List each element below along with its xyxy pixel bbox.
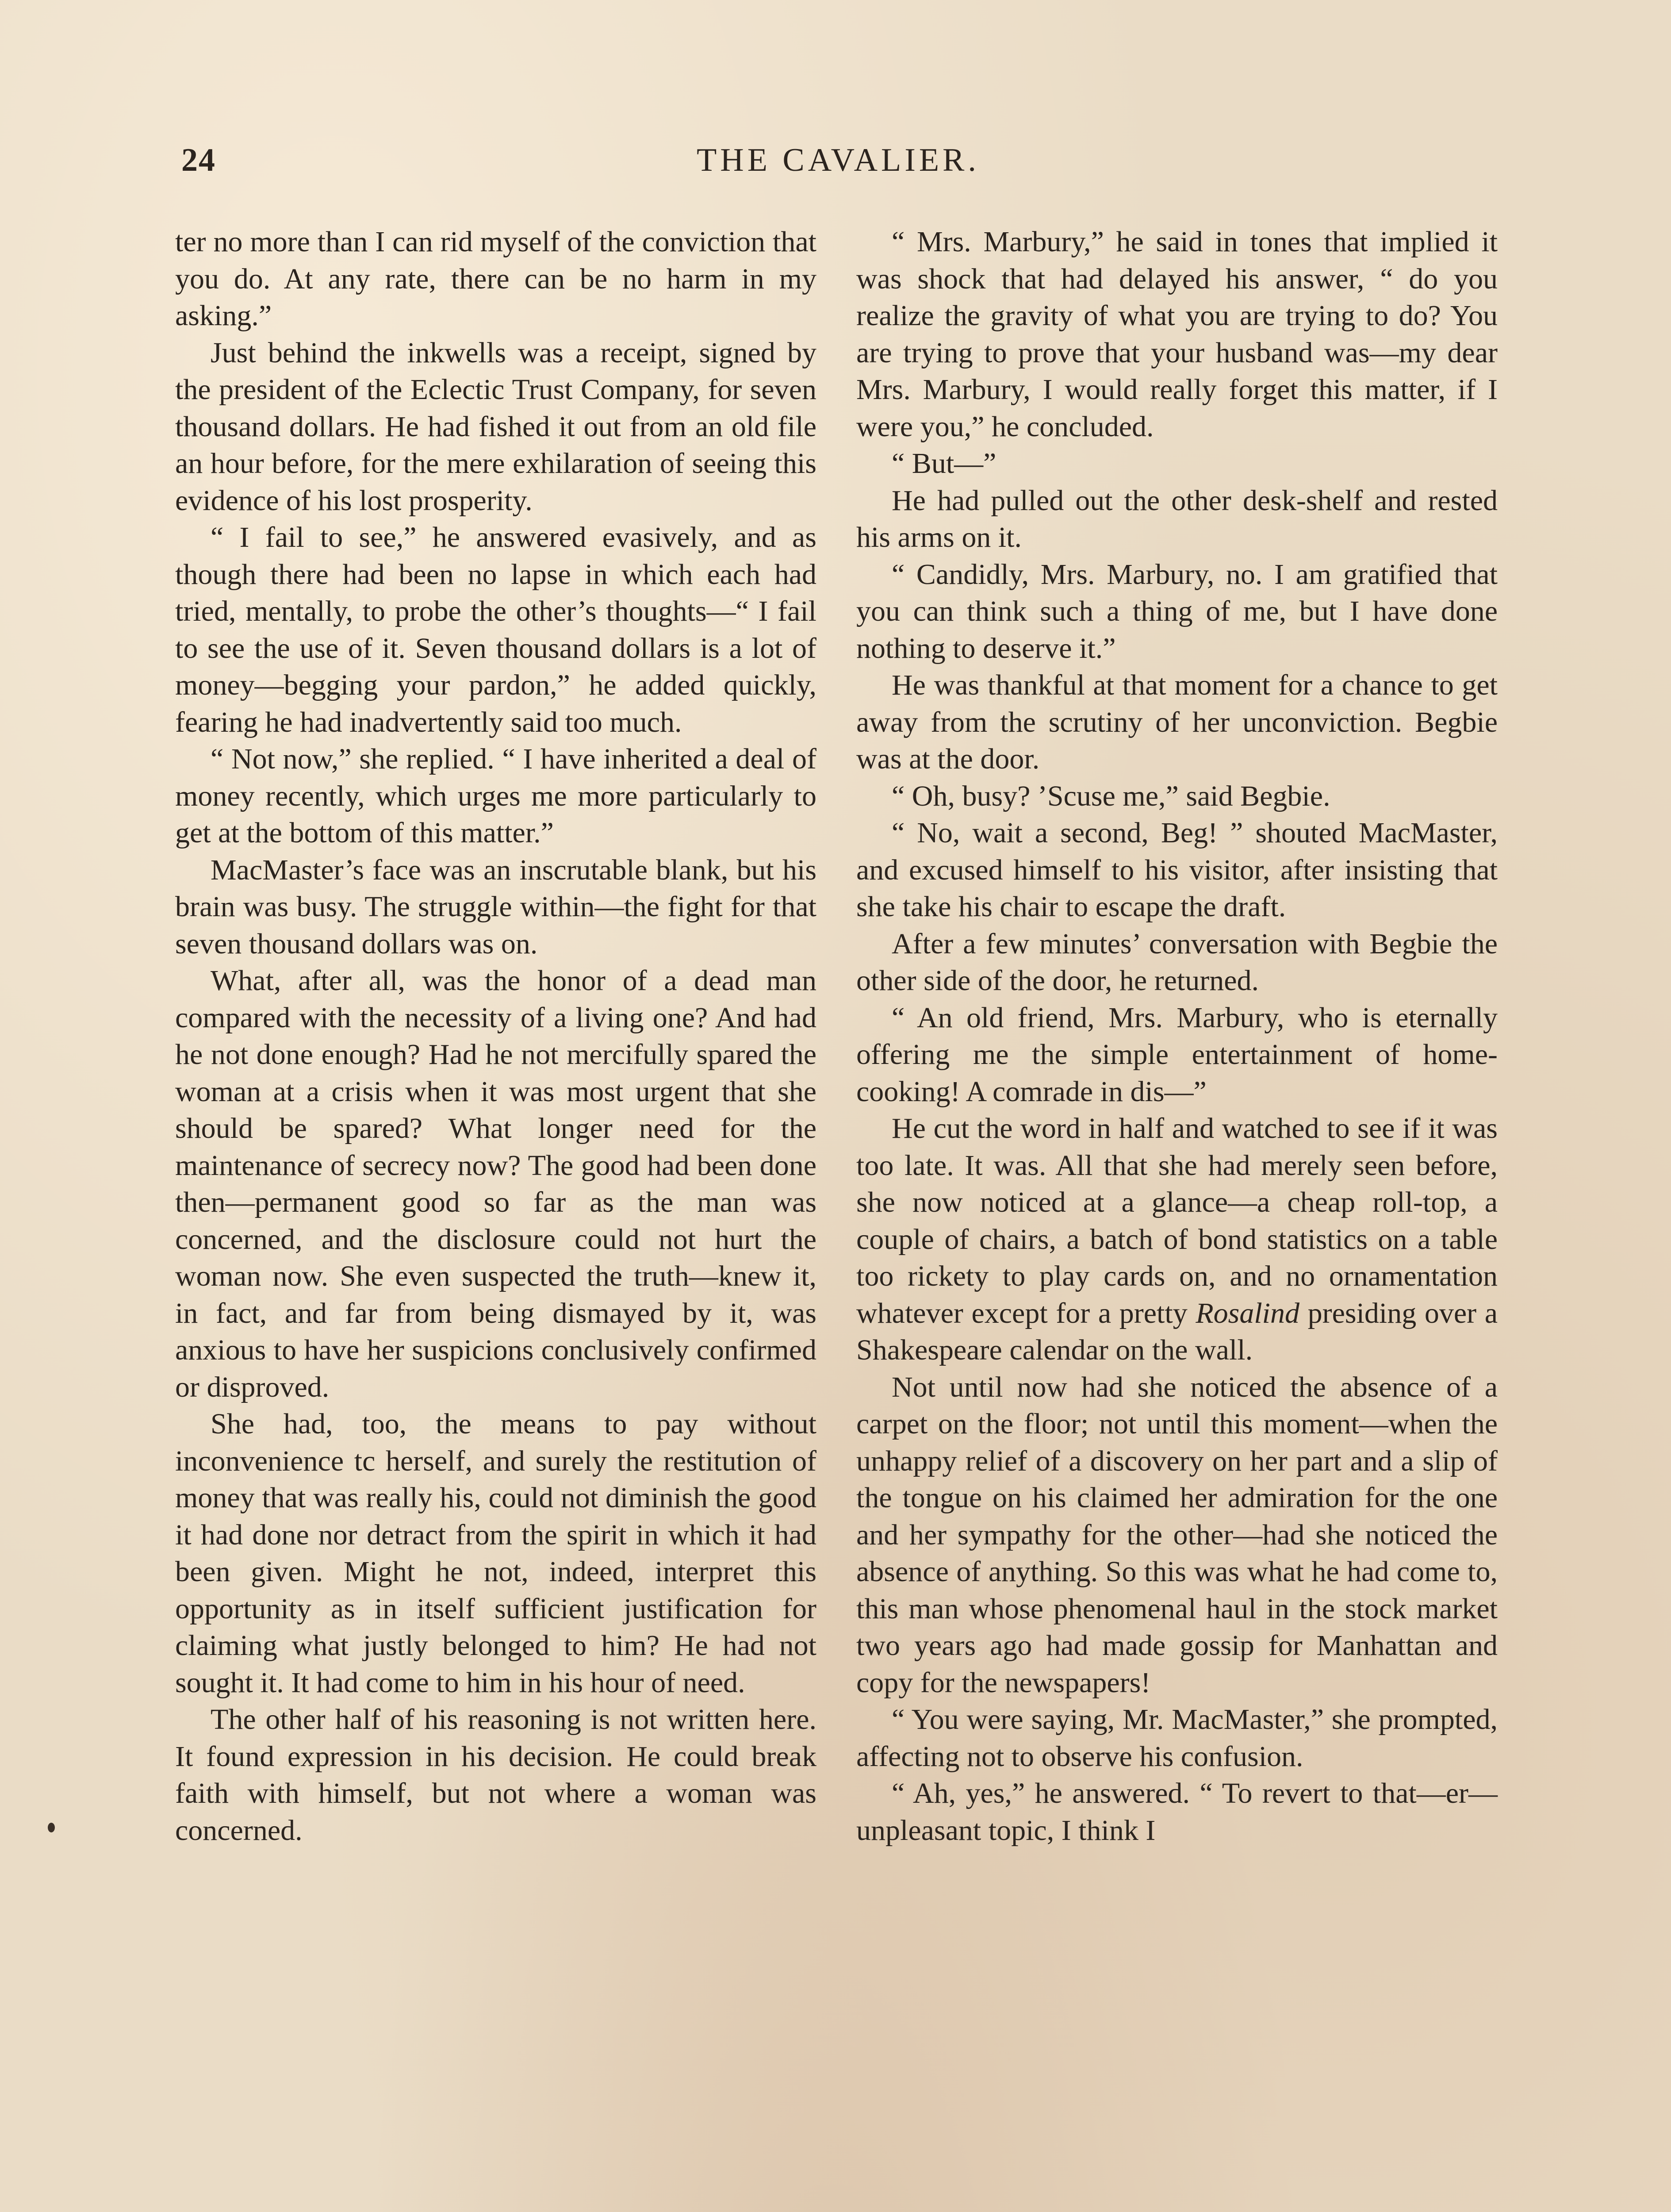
paragraph: “ Ah, yes,” he answered. “ To revert to that—er—unpleasant topic, I think I bbox=[856, 1777, 1498, 1847]
paragraph: “ I fail to see,” he answered evasively, and as though there had been no lapse in which each had tried, mentally, to probe the other’s thoughts—“ I fail to see the use of it. Seven thousand dollars is a lot of money—begging your pardon,” he added quickly, fearing he had inadvertently said too much. bbox=[175, 521, 816, 738]
paragraph: “ Not now,” she replied. “ I have inherited a deal of money recently, which urges me more particularly to get at the bottom of this matter.” bbox=[175, 743, 816, 849]
paragraph: “ Mrs. Marbury,” he said in tones that implied it was shock that had delayed his answer, “ do you realize the gravity of what you are trying to do? You are trying to prove that your husband was—my dear Mrs. Marbury, I would really forget this matter, if I were you,” he concluded. bbox=[856, 226, 1498, 443]
paragraph: He had pulled out the other desk-shelf and rested his arms on it. bbox=[856, 484, 1498, 553]
paragraph: She had, too, the means to pay without inconvenience tc herself, and surely the restitution of money that was really his, could not diminish the good it had done nor detract from the spirit in which it had been given. Might he not, indeed, interpret this opportunity as in itself sufficient justification for claiming what justly belonged to him? He had not sought it. It had come to him in his hour of need. bbox=[175, 1408, 816, 1699]
paragraph: “ An old friend, Mrs. Marbury, who is eternally offering me the simple entertainment of home-cooking! A comrade in dis—” bbox=[856, 1001, 1498, 1108]
ink-speck bbox=[48, 1823, 55, 1832]
paragraph: “ But—” bbox=[892, 447, 996, 480]
italic-title: Rosalind bbox=[1196, 1297, 1299, 1329]
paragraph: The other half of his reasoning is not written here. It found expression in his decision. He could break faith with himself, but not where a woman was concerned. bbox=[175, 1703, 816, 1847]
paragraph-text: He cut the word in half and watched to see if it was too late. It was. All that she had merely seen before, she now noticed at a glance—a cheap roll-top, a couple of chairs, a batch of bond statistics on a table too rickety to play cards on, and no ornamentation whatever except for a pretty bbox=[856, 1112, 1498, 1329]
paragraph: “ You were saying, Mr. MacMaster,” she prompted, affecting not to observe his confusion. bbox=[856, 1703, 1498, 1773]
paragraph: “ Candidly, Mrs. Marbury, no. I am gratified that you can think such a thing of me, but I have done nothing to deserve it.” bbox=[856, 558, 1498, 664]
page-header bbox=[181, 142, 1495, 195]
paragraph: He was thankful at that moment for a chance to get away from the scrutiny of her unconviction. Begbie was at the door. bbox=[856, 669, 1498, 775]
paragraph: MacMaster’s face was an inscrutable blank, but his brain was busy. The struggle within—the fight for that seven thousand dollars was on. bbox=[175, 853, 816, 960]
paragraph-text: presiding over a Shakespeare calendar on the wall. bbox=[856, 1297, 1498, 1366]
paragraph: “ Oh, busy? ’Scuse me,” said Begbie. bbox=[892, 780, 1330, 812]
paragraph: After a few minutes’ conversation with Begbie the other side of the door, he returned. bbox=[856, 927, 1498, 997]
paragraph: What, after all, was the honor of a dead man compared with the necessity of a living one? And had he not done enough? Had he not mercifully spared the woman at a crisis when it was most urgent that she should be spared? What longer need for the maintenance of secrecy now? The good had been done then—permanent good so far as the man was concerned, and the disclosure could not hurt the woman now. She even suspected the truth—knew it, in fact, and far from being dismayed by it, was anxious to have her suspicions conclusively confirmed or disproved. bbox=[175, 964, 816, 1403]
page-number: 24 bbox=[181, 142, 216, 178]
paragraph: “ No, wait a second, Beg! ” shouted MacMaster, and excused himself to his visitor, after insisting that she take his chair to escape the draft. bbox=[856, 817, 1498, 923]
paragraph bbox=[856, 1110, 1498, 1369]
paragraph: Not until now had she noticed the absence of a carpet on the floor; not until this moment—when the unhappy relief of a discovery on her part and a slip of the tongue on his claimed her admiration for the one and her sympathy for the other—had she noticed the absence of anything. So this was what he had come to, this man whose phenomenal haul in the stock market two years ago had made gossip for Manhattan and copy for the newspapers! bbox=[856, 1371, 1498, 1699]
running-title: THE CAVALIER. bbox=[697, 142, 980, 178]
paragraph: ter no more than I can rid myself of the conviction that you do. At any rate, there can be no harm in my asking.” bbox=[175, 226, 816, 332]
paragraph: Just behind the inkwells was a receipt, signed by the president of the Eclectic Trust Company, for seven thousand dollars. He had fished it out from an old file an hour before, for the mere exhilaration of seeing this evidence of his lost prosperity. bbox=[175, 336, 816, 517]
right-column bbox=[856, 223, 1498, 1849]
left-column bbox=[175, 223, 816, 1849]
